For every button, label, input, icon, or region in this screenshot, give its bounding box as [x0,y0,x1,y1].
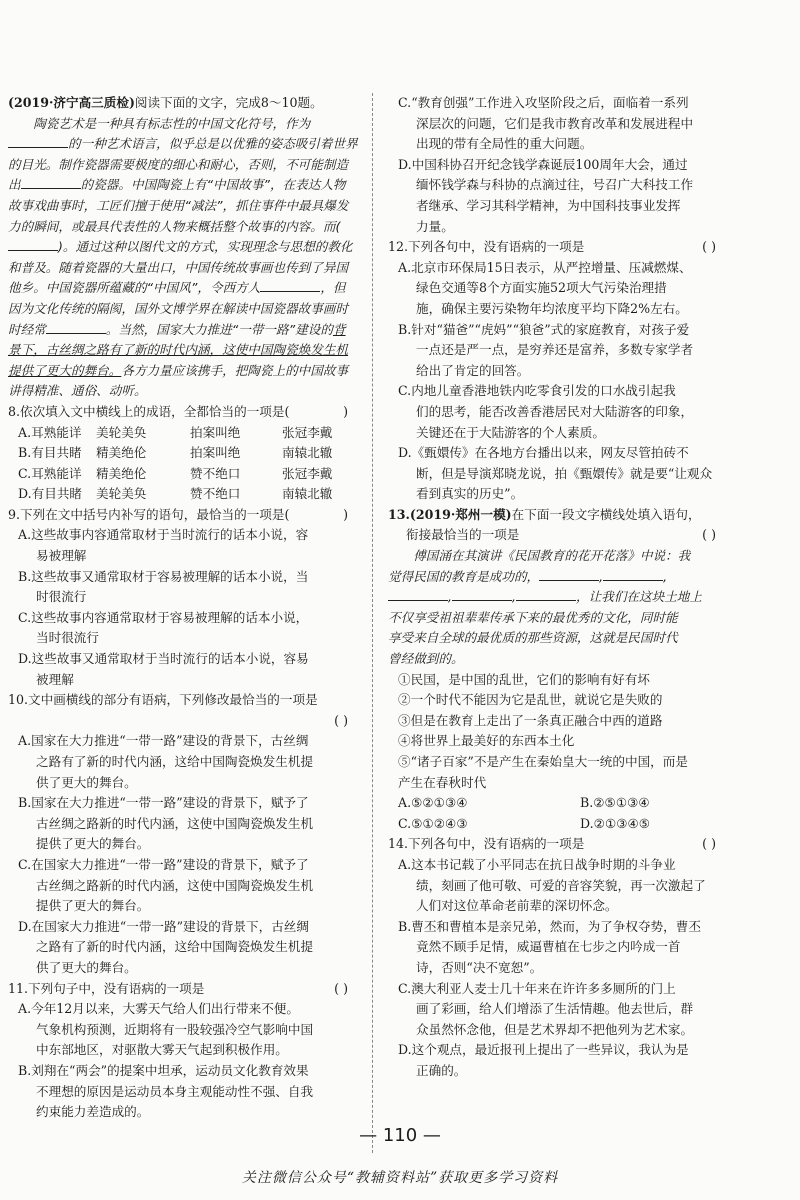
q13-source: 13.(2019·郑州一模) [388,506,512,522]
q9-option-c: C.这些故事内容通常取材于容易被理解的话本小说， [18,609,309,625]
q14-option-c: C.澳大利亚人麦士几十年来在许许多多厕所的门上 [398,980,676,996]
q13-item-3: ③但是在教育上走出了一条真正融合中西的道路 [398,712,663,728]
question-14: 14.下列各句中，没有语病的一项是 ( ) A.这本书记载了小平同志在抗日战争时期的斗争业 绩，刻画了他可敬、可爱的音容笑貌，再一次激起了 人们对这位革命老前辈的深切怀念。 B.曹丕和曹植本是亲兄弟，然而，为了争权夺势，曹丕 竟然不顾手足情，威逼曹植在七步之内吟成一首 诗，否则“决不宽恕”。 C.澳大利亚人麦士几十年来在许许多多厕所的门上 画了彩画，给人们增添了生活情趣。他去世后，群 众虽然怀念他，但是艺术界却不把他列为艺术家。 D.这个观点，最近报刊上提出了一些异议，我认为是 正确的。 [388,834,726,1081]
q8-option-d: D.有目共睹 美轮美奂 赞不绝口 南辕北辙 [18,486,333,502]
q11-option-a: A.今年12月以来，大雾天气给人们出行带来不便。 [18,1001,299,1017]
q9-option-d: D.这些故事又通常取材于当时流行的话本小说，容易 [18,651,309,667]
q14-option-b: B.曹丕和曹植本是亲兄弟，然而，为了争权夺势，曹丕 [398,918,701,934]
q11-stem: 11.下列句子中，没有语病的一项是 [8,980,205,996]
q11-option-d: D.中国科协召开纪念钱学森诞辰100周年大会，通过 [398,156,688,172]
question-13: 13.(2019·郑州一模)在下面一段文字横线处填入语句， 衔接最恰当的一项是 ( ) 傅国涌在其演讲《民国教育的花开花落》中说：我 觉得民国的教育是成功的， , , , , ，让我们在这块土地上 不仅享受祖祖辈辈传承下来的最优秀的文化，同时能 享受来自全球的最优质的那些资源，这就是民国时代 曾经做到的。 ①民国，是中国的乱世，它们的影响有好有坏 ②一个时代不能因为它是乱世，就说它是失败的 ③但是在教育上走出了一条真正融合中西的道路 ④将世界上最美好的东西本土化 ⑤“诸子百家”不是产生在秦始皇大一统的中国，而是 产生在春秋时代 A.⑤②①③④ B.②⑤①③④ C.⑤①②④③ D.②①③④⑤ [388,505,726,835]
q13-option-d: D.②①③④⑤ [580,815,651,831]
right-column [388,93,726,1082]
q12-paren: ( ) [702,239,716,255]
q10-option-a: A.国家在大力推进“一带一路”建设的背景下，古丝绸 [18,733,309,749]
q13-option-b: B.②⑤①③④ [580,795,650,811]
left-column [8,93,358,1123]
q13-option-a: A.⑤②①③④ [398,795,468,811]
footer-note: 关注微信公众号“教辅资料站”获取更多学习资料 [241,1170,559,1186]
q13-item-2: ②一个时代不能因为它是乱世，就说它是失败的 [398,692,663,708]
blank-paren [8,237,58,251]
q13-blank-1 [539,567,599,581]
q13-item-5: ⑤“诸子百家”不是产生在秦始皇大一统的中国，而是 [398,754,688,769]
q11-paren: ( ) [334,980,348,996]
question-10: 10.文中画横线的部分有语病，下列修改最恰当的一项是 ( ) A.国家在大力推进“一带一路”建设的背景下，古丝绸 之路有了新的时代内涵，这给中国陶瓷焕发生机提 供了更大的舞台。 B.国家在大力推进“一带一路”建设的背景下，赋予了 古丝绸之路新的时代内涵，这使中国陶瓷焕发生机 提供了更大的舞台。 C.在国家大力推进“一带一路”建设的背景下，赋予了 古丝绸之路新的时代内涵，这使中国陶瓷焕发生机 提供了更大的舞台。 D.在国家大力推进“一带一路”建设的背景下，古丝绸 之路有了新的时代内涵，这给中国陶瓷焕发生机提 供了更大的舞台。 [8,690,358,978]
q13-blank-4 [452,587,512,601]
q14-stem: 14.下列各句中，没有语病的一项是 [388,836,585,852]
q12-stem: 12.下列各句中，没有语病的一项是 [388,239,585,255]
q13-blank-5 [516,587,576,601]
q8-option-a: A.耳熟能详 美轮美奂 拍案叫绝 张冠李戴 [18,424,333,440]
q8-stem: 8.依次填入文中横线上的成语，全都恰当的一项是( [8,403,290,419]
q12-option-c: C.内地儿童香港地铁内吃零食引发的口水战引起我 [398,383,676,399]
q12-option-a: A.北京市环保局15日表示，从严控增量、压减燃煤、 [398,259,692,275]
blank-4 [46,320,106,334]
q13-item-4: ④将世界上最美好的东西本土化 [398,733,575,749]
q12-option-b: B.针对“猫爸”“虎妈”“狼爸”式的家庭教育，对孩子爱 [398,321,690,337]
q8-paren: ) [343,403,348,419]
question-11-continued: C.“教育创强”工作进入攻坚阶段之后，面临着一系列 深层次的问题，它们是我市教育改革和发展进程中 出现的带有全局性的重大问题。 D.中国科协召开纪念钱学森诞辰100周年大会，通过 缅怀钱学森与科协的点滴过往，号召广大科技工作 者继承、学习其科学精神，为中国科技事业发挥 力量。 [388,93,726,237]
q9-paren: ) [343,506,348,522]
blank-3 [260,278,320,292]
blank-2 [21,175,81,189]
q8-option-b: B.有目共睹 精美绝伦 拍案叫绝 南辕北辙 [18,445,333,461]
intro-instruction: 阅读下面的文字，完成8～10题。 [134,95,323,110]
q10-option-c: C.在国家大力推进“一带一路”建设的背景下，赋予了 [18,856,309,872]
q14-option-d: D.这个观点，最近报刊上提出了一些异议，我认为是 [398,1042,689,1058]
q13-item-1: ①民国，是中国的乱世，它们的影响有好有坏 [398,671,650,687]
q13-stem-line2: 衔接最恰当的一项是 [406,527,520,543]
blank-1 [8,134,68,148]
q8-option-c: C.耳熟能详 精美绝伦 赞不绝口 张冠李戴 [18,465,333,481]
q13-blank-2 [603,567,663,581]
q13-stem: 在下面一段文字横线处填入语句， [511,506,701,522]
intro-source: (2019·济宁高三质检) [8,95,135,110]
q11-option-c: C.“教育创强”工作进入攻坚阶段之后，面临着一系列 [398,95,689,110]
q11-option-b: B.刘翔在“两会”的提案中坦承，运动员文化教育效果 [18,1062,309,1078]
question-8 [8,402,358,505]
q12-option-d: D.《甄嬛传》在各地方台播出以来，网友尽管拍砖不 [398,445,689,461]
q10-option-b: B.国家在大力推进“一带一路”建设的背景下，赋予了 [18,795,309,811]
q14-option-a: A.这本书记载了小平同志在抗日战争时期的斗争业 [398,856,676,872]
q9-stem: 9.下列在文中括号内补写的语句，最恰当的一项是( [8,506,290,522]
q13-blank-3 [388,587,448,601]
q14-paren: ( ) [702,836,716,852]
column-divider [372,93,373,1153]
q10-option-d: D.在国家大力推进“一带一路”建设的背景下，古丝绸 [18,918,309,934]
q9-option-b: B.这些故事又通常取材于容易被理解的话本小说，当 [18,568,309,584]
page-number: — 110 — [359,1125,441,1146]
q10-stem: 10.文中画横线的部分有语病，下列修改最恰当的一项是 [8,692,318,708]
reading-intro [8,93,358,114]
question-9: 9.下列在文中括号内补写的语句，最恰当的一项是( ) A.这些故事内容通常取材于当时流行的话本小说，容 易被理解 B.这些故事又通常取材于容易被理解的话本小说，当 时很流行 C.这些故事内容通常取材于容易被理解的话本小说， 当时很流行 D.这些故事又通常取材于当时流行的话本小说，容易 被理解 [8,505,358,690]
question-11: 11.下列句子中，没有语病的一项是 ( ) A.今年12月以来，大雾天气给人们出行带来不便。 气象机构预测，近期将有一股较强冷空气影响中国 中东部地区，对驱散大雾天气起到积极作用。 B.刘翔在“两会”的提案中坦承，运动员文化教育效果 不理想的原因是运动员本身主观能动性不强、自我 约束能力差造成的。 [8,979,358,1123]
q13-passage: 傅国涌在其演讲《民国教育的花开花落》中说：我 [413,548,691,564]
question-12: 12.下列各句中，没有语病的一项是 ( ) A.北京市环保局15日表示，从严控增量、压减燃煤、 绿色交通等8个方面实施52项大气污染治理措 施，确保主要污染物年均浓度平均下降2%左右。 B.针对“猫爸”“虎妈”“狼爸”式的家庭教育，对孩子爱 一点还是严一点，是穷养还是富养，多数专家学者 给出了肯定的回答。 C.内地儿童香港地铁内吃零食引发的口水战引起我 们的思考，能否改善香港居民对大陆游客的印象， 关键还在于大陆游客的个人素质。 D.《甄嬛传》在各地方台播出以来，网友尽管拍砖不 断，但是导演郑晓龙说，拍《甄嬛传》就是要“让观众 看到真实的历史”。 [388,237,726,505]
q10-paren: ( ) [334,712,348,728]
reading-passage: 陶瓷艺术是一种具有标志性的中国文化符号，作为的一种艺术语言，似乎总是以优雅的姿态吸引着世界的目光。制作瓷器需要极度的细心和耐心，否则，不可能制造出 的瓷器。中国陶瓷上有“中国故事”，在表达人物故事戏曲事时，工匠们擅于使用“减法”，抓住事件中最具爆发力的瞬间，或最具代表性的人物来概括整个故事的内容。而()。通过这种以图代文的方式，实现理念与思想的教化和普及。随着瓷器的大量出口，中国传统故事画也传到了异国他乡。中国瓷器所蕴藏的“中国风”，令西方人 ，但因为文化传统的隔阂，国外文博学界在解读中国瓷器故事画时时经常 。当然，国家大力推进“一带一路”建设的背景下，古丝绸之路有了新的时代内涵，这使中国陶瓷焕发生机提供了更大的舞台。各方力量应该携手，把陶瓷上的中国故事讲得精准、通俗、动听。 [8,115,358,399]
underlined-sentence: 背景下，古丝绸之路有了新的时代内涵，这使中国陶瓷焕发生机提供了更大的舞台。 [8,321,349,378]
q13-options-row2 [388,814,726,835]
q13-options-row1 [388,793,726,814]
q13-paren: ( ) [702,527,716,543]
q13-option-c: C.⑤①②④③ [398,815,468,831]
q9-option-a: A.这些故事内容通常取材于当时流行的话本小说，容 [18,527,309,543]
